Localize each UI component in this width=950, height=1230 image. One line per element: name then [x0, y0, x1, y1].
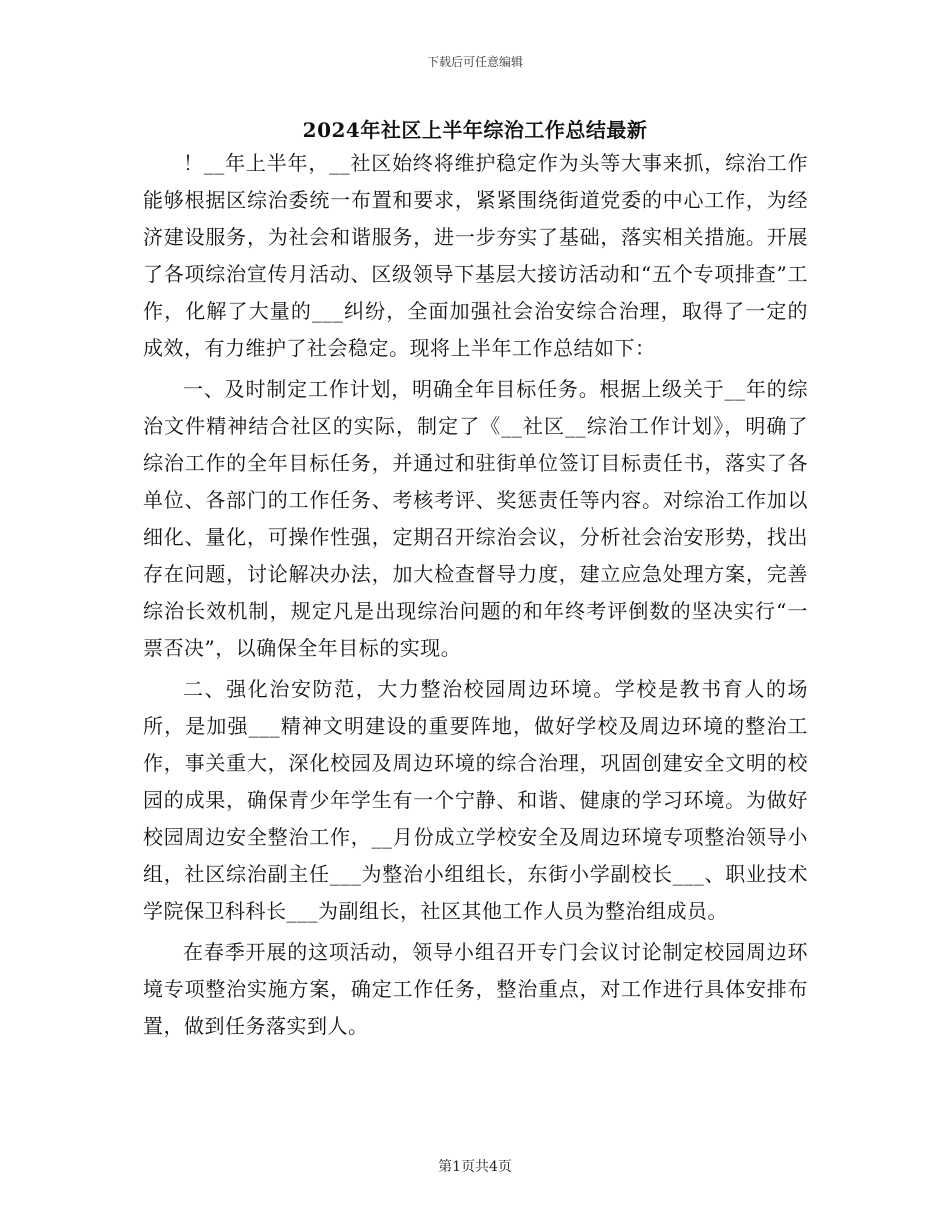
header-note: 下载后可任意编辑 [426, 55, 523, 69]
page-number: 第1页共4页 [438, 1159, 512, 1175]
paragraph-section-1: 一、及时制定工作计划，明确全年目标任务。根据上级关于__年的综治文件精神结合社区的实际，制定了《__社区__综治工作计划》，明确了综治工作的全年目标任务，并通过和驻街单位签订目标责任书，落实了各单位、各部门的工作任务、考核考评、奖惩责任等内容。对综治工作加以细化、量化，可操作性强，定期召开综治会议，分析社会治安形势，找出存在问题，讨论解决办法，加大检查督导力度，建立应急处理方案，完善综治长效机制，规定凡是出现综治问题的和年终考评倒数的坚决实行“一票否决”，以确保全年目标的实现。 [143, 377, 808, 660]
paragraph-intro: ！__年上半年，__社区始终将维护稳定作为头等大事来抓，综治工作能够根据区综治委统一布置和要求，紧紧围绕街道党委的中心工作，为经济建设服务，为社会和谐服务，进一步夯实了基础，落实相关措施。开展了各项综治宣传月活动、区级领导下基层大接访活动和“五个专项排查”工作，化解了大量的___纠纷，全面加强社会治安综合治理，取得了一定的成效，有力维护了社会稳定。现将上半年工作总结如下： [143, 151, 808, 360]
paragraph-spring-activity: 在春季开展的这项活动，领导小组召开专门会议讨论制定校园周边环境专项整治实施方案，确定工作任务，整治重点，对工作进行具体安排布置，做到任务落实到人。 [143, 940, 808, 1038]
document-title: 2024年社区上半年综治工作总结最新 [302, 118, 648, 142]
document-body [143, 145, 808, 1045]
paragraph-section-2: 二、强化治安防范，大力整治校园周边环境。学校是教书育人的场所，是加强___精神文明建设的重要阵地，做好学校及周边环境的整治工作，事关重大，深化校园及周边环境的综合治理，巩固创建安全文明的校园的成果，确保青少年学生有一个宁静、和谐、健康的学习环境。为做好校园周边安全整治工作，__月份成立学校安全及周边环境专项整治领导小组，社区综治副主任___为整治小组组长，东街小学副校长___、职业技术学院保卫科科长___为副组长，社区其他工作人员为整治组成员。 [143, 677, 808, 923]
